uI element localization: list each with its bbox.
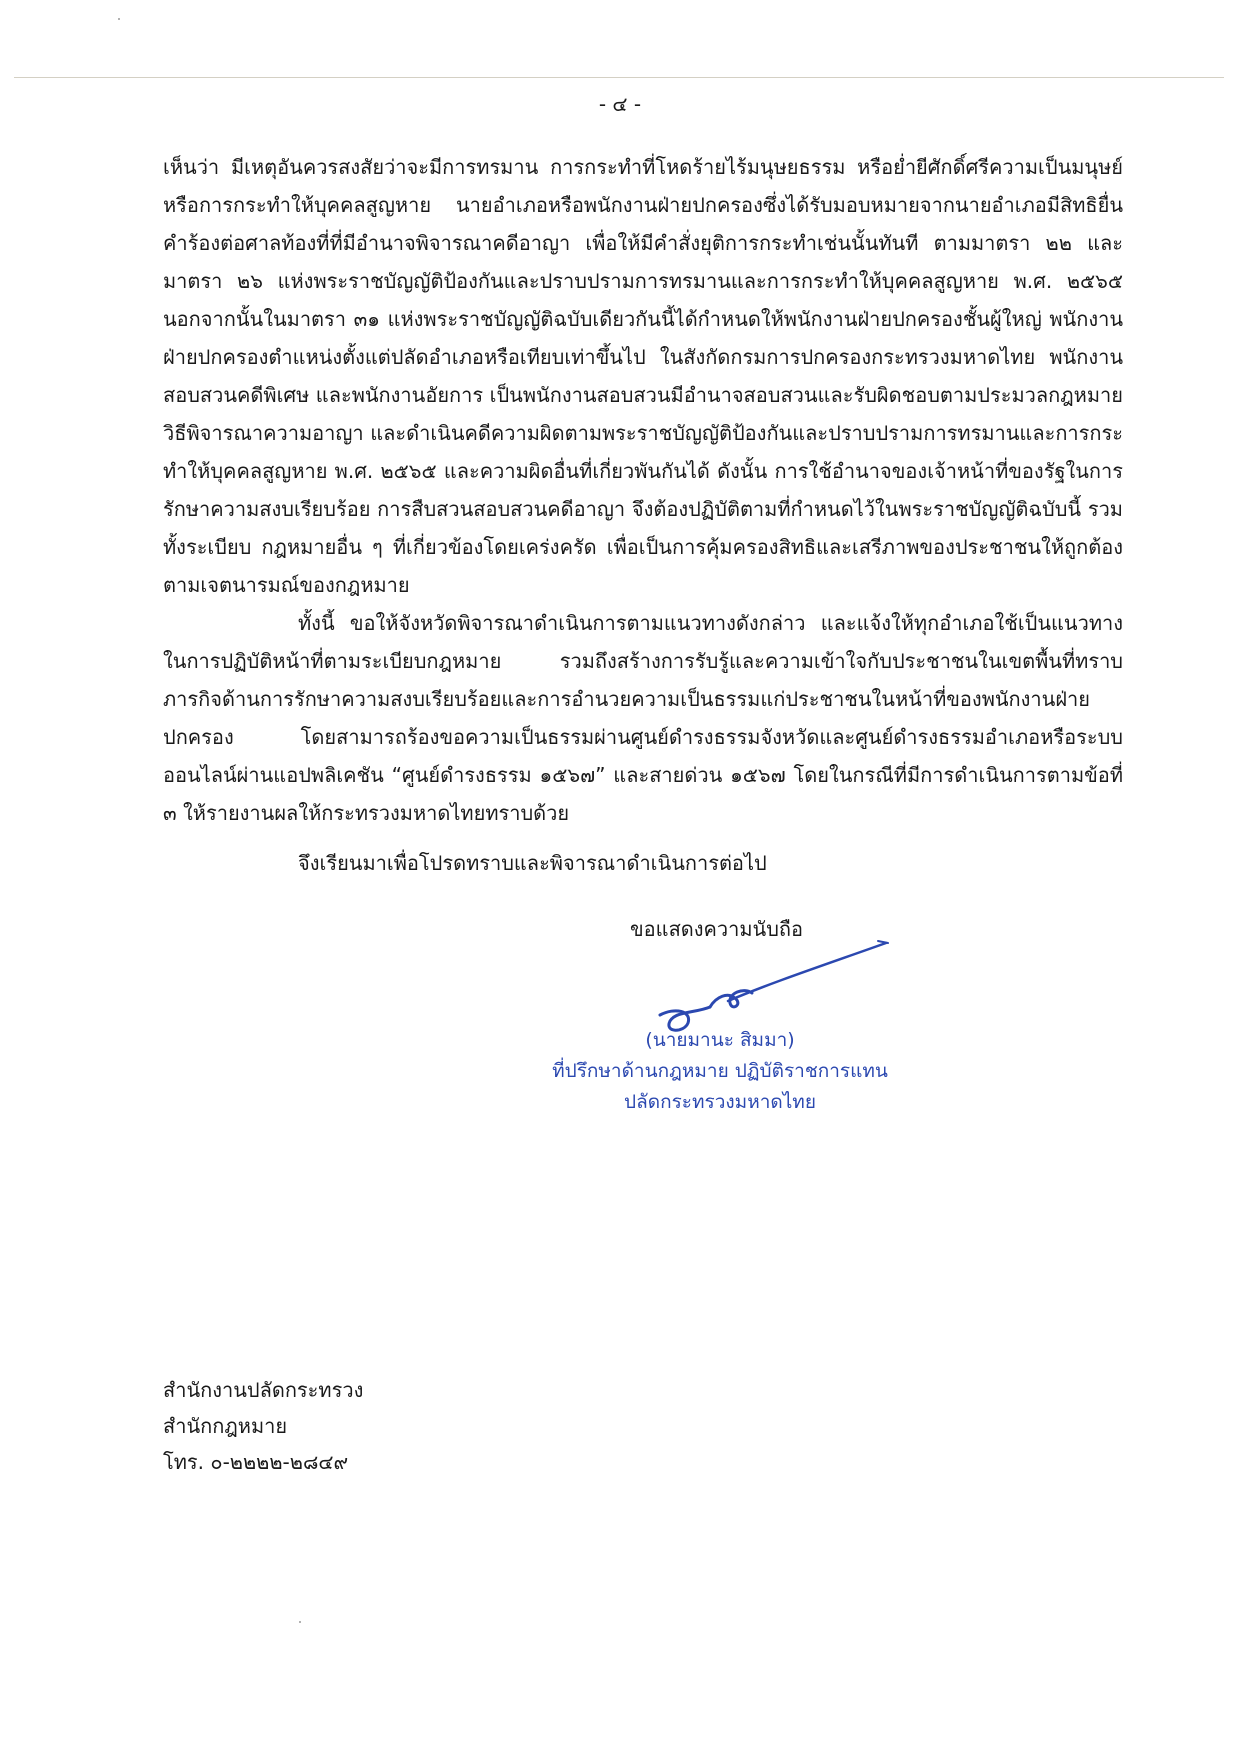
body-paragraph-2: ทั้งนี้ ขอให้จังหวัดพิจารณาดำเนินการตามแนวทางดังกล่าว และแจ้งให้ทุกอำเภอใช้เป็นแนวทางในการปฏิบัติหน้าที่ตามระเบียบกฎหมาย รวมถึงสร้างการรับรู้และความเข้าใจกับประชาชนในเขตพื้นที่ทราบภารกิจด้านการรักษาความสงบเรียบร้อยและการอำนวยความเป็นธรรมแก่ประชาชนในหน้าที่ของพนักงานฝ่ายปกครอง โดยสามารถร้องขอความเป็นธรรมผ่านศูนย์ดำรงธรรมจังหวัดและศูนย์ดำรงธรรมอำเภอหรือระบบออนไลน์ผ่านแอปพลิเคชัน “ศูนย์ดำรงธรรม ๑๕๖๗” และสายด่วน ๑๕๖๗ โดยในกรณีที่มีการดำเนินการตามข้อที่ ๓ ให้รายงานผลให้กระทรวงมหาดไทยทราบด้วย bbox=[163, 611, 1123, 825]
body-paragraph-1: เห็นว่า มีเหตุอันควรสงสัยว่าจะมีการทรมาน การกระทำที่โหดร้ายไร้มนุษยธรรม หรือย่ำยีศักดิ์ศรีความเป็นมนุษย์ หรือการกระทำให้บุคคลสูญหาย นายอำเภอหรือพนักงานฝ่ายปกครองซึ่งได้รับมอบหมายจากนายอำเภอมีสิทธิยื่นคำร้องต่อศาลท้องที่ที่มีอำนาจพิจารณาคดีอาญา เพื่อให้มีคำสั่งยุติการกระทำเช่นนั้นทันที ตามมาตรา ๒๒ และมาตรา ๒๖ แห่งพระราชบัญญัติป้องกันและปราบปรามการทรมานและการกระทำให้บุคคลสูญหาย พ.ศ. ๒๕๖๕ นอกจากนั้นในมาตรา ๓๑ แห่งพระราชบัญญัติฉบับเดียวกันนี้ได้กำหนดให้พนักงานฝ่ายปกครองชั้นผู้ใหญ่ พนักงานฝ่ายปกครองตำแหน่งตั้งแต่ปลัดอำเภอหรือเทียบเท่าขึ้นไป ในสังกัดกรมการปกครองกระทรวงมหาดไทย พนักงานสอบสวนคดีพิเศษ และพนักงานอัยการ เป็นพนักงานสอบสวนมีอำนาจสอบสวนและรับผิดชอบตามประมวลกฎหมายวิธีพิจารณาความอาญา และดำเนินคดีความผิดตามพระราชบัญญัติป้องกันและปราบปรามการทรมานและการกระทำให้บุคคลสูญหาย พ.ศ. ๒๕๖๕ และความผิดอื่นที่เกี่ยวพันกันได้ ดังนั้น การใช้อำนาจของเจ้าหน้าที่ของรัฐในการรักษาความสงบเรียบร้อย การสืบสวนสอบสวนคดีอาญา จึงต้องปฏิบัติตามที่กำหนดไว้ในพระราชบัญญัติฉบับนี้ รวมทั้งระเบียบ กฎหมายอื่น ๆ ที่เกี่ยวข้องโดยเคร่งครัด เพื่อเป็นการคุ้มครองสิทธิและเสรีภาพของประชาชนให้ถูกต้องตามเจตนารมณ์ของกฎหมาย bbox=[163, 155, 1123, 597]
signer-name: (นายมานะ สิมมา) bbox=[645, 1029, 795, 1051]
footer-contact bbox=[163, 1372, 363, 1480]
body-paragraph-3: จึงเรียนมาเพื่อโปรดทราบและพิจารณาดำเนินการต่อไป bbox=[298, 851, 767, 875]
footer-division: สำนักกฎหมาย bbox=[163, 1414, 288, 1438]
signer-position: ที่ปรึกษาด้านกฎหมาย ปฏิบัติราชการแทน bbox=[552, 1060, 888, 1082]
letter-body bbox=[163, 148, 1123, 882]
top-divider bbox=[14, 77, 1224, 78]
footer-office: สำนักงานปลัดกระทรวง bbox=[163, 1378, 364, 1402]
signer-block bbox=[520, 1025, 920, 1118]
footer-phone: โทร. ๐-๒๒๒๒-๒๘๔๙ bbox=[163, 1450, 349, 1474]
closing-salutation: ขอแสดงความนับถือ bbox=[630, 917, 804, 941]
scan-speck bbox=[118, 18, 120, 20]
scan-speck bbox=[299, 1621, 301, 1623]
page-number: - ๔ - bbox=[598, 92, 642, 116]
signer-on-behalf-of: ปลัดกระทรวงมหาดไทย bbox=[624, 1091, 816, 1113]
